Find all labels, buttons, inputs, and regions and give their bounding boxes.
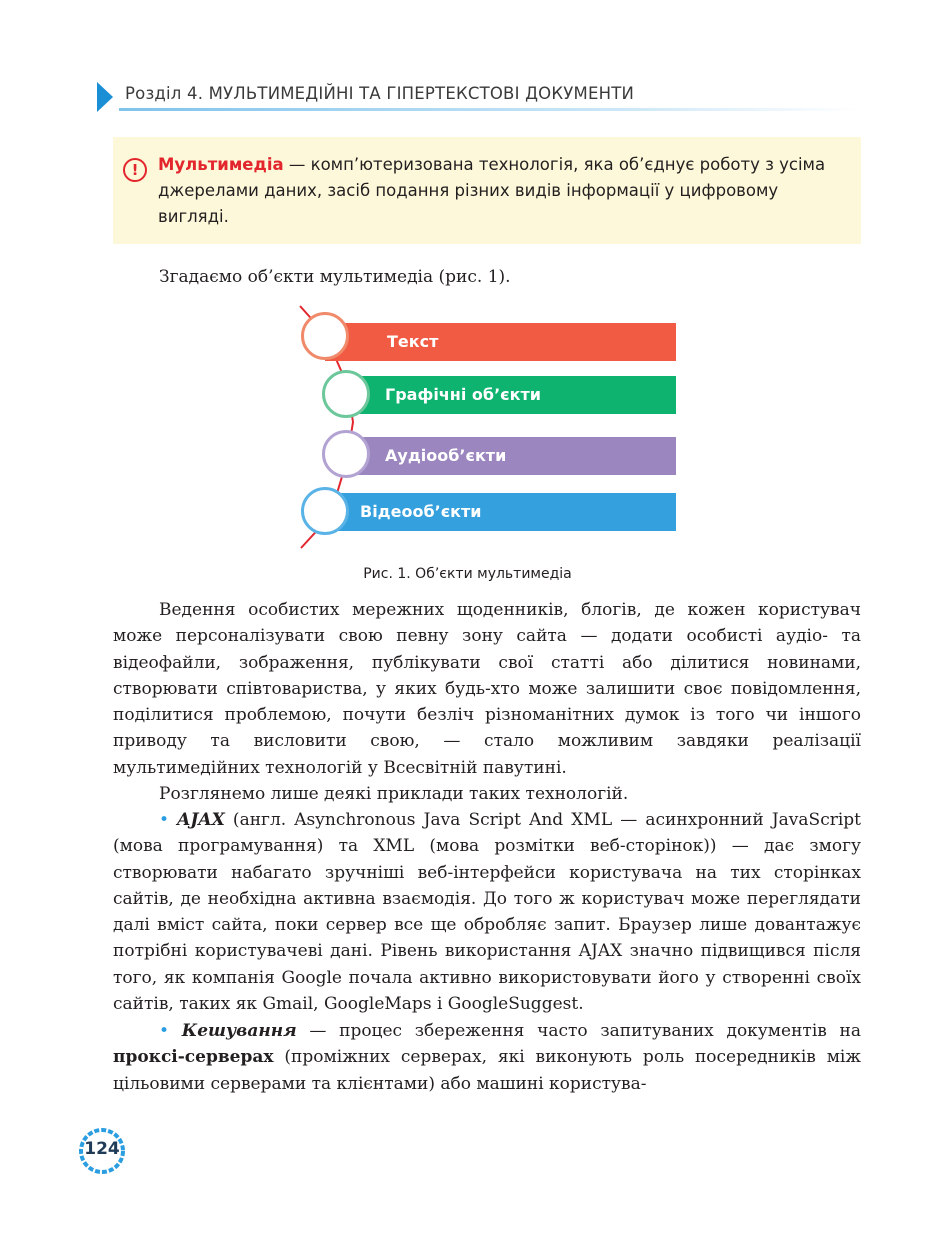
paragraph-examples: Розглянемо лише деякі приклади таких технологій.: [159, 784, 629, 804]
paragraph-ajax: [113, 807, 861, 1017]
paragraph-caching: [113, 1018, 861, 1097]
definition-box: [113, 137, 861, 244]
caching-body-b: (проміжних серверах, які виконують роль посередників між цільовими серверами та клієнтами) або машині користува-: [113, 1047, 861, 1094]
caching-body-a: — процес збереження часто запитуваних документів на: [296, 1021, 862, 1041]
term-ajax: AJAX: [177, 810, 225, 830]
definition-term: Мультимедіа: [158, 155, 284, 174]
ajax-body: (англ. Asynchronous Java Script And XML — асинхронний JavaScript (мова програмування) та XML (мова розмітки веб-сторінок)) — дає змогу створювати набагато зручніші веб-інтерфейси користувача на тих сторінках сайтів, де необхідна активна взаємодія. До того ж користувач може переглядати далі вміст сайта, поки сервер все ще обробляє запит. Браузер лише довантажує потрібні користувачеві дані. Рівень використання AJAX значно підвищився після того, як компанія Google почала активно використовувати його у створенні своїх сайтів, таких як Gmail, GoogleMaps і GoogleSuggest.: [113, 810, 861, 1015]
figure-caption: Рис. 1. Об’єкти мультимедіа: [363, 566, 572, 582]
chapter-header: [97, 78, 877, 112]
term-proxy-servers: проксі-серверах: [113, 1047, 274, 1068]
bullet-icon: •: [159, 810, 170, 830]
diagram-label-video: Відеооб’єкти: [360, 502, 482, 521]
term-caching: Кешування: [181, 1021, 297, 1041]
intro-paragraph: Згадаємо об’єкти мультимедіа (рис. 1).: [159, 267, 511, 287]
diagram-circle-video: [301, 487, 349, 535]
diagram-label-audio: Аудіооб’єкти: [385, 446, 507, 465]
diagram-bar-text: [325, 323, 676, 361]
bullet-icon: •: [159, 1021, 170, 1041]
page-number: 124: [84, 1139, 120, 1159]
diagram-label-text: Текст: [387, 332, 439, 351]
diagram-circle-audio: [322, 430, 370, 478]
section-title: МУЛЬТИМЕДІЙНІ ТА ГІПЕРТЕКСТОВІ ДОКУМЕНТИ: [208, 84, 635, 103]
diagram-bar-video: [325, 493, 676, 531]
definition-body: — комп’ютеризована технологія, яка об’єднує роботу з усіма джерелами даних, засіб подання різних видів інформації у цифровому вигляді.: [158, 155, 826, 226]
chapter-title: [125, 84, 634, 103]
diagram-label-graphics: Графічні об’єкти: [385, 385, 541, 404]
page-number-badge: [78, 1127, 126, 1175]
section-label: Розділ 4.: [125, 84, 204, 103]
definition-text: [158, 152, 848, 230]
header-rule: [119, 108, 859, 111]
exclamation-icon: !: [123, 158, 147, 182]
diagram-circle-text: [301, 312, 349, 360]
paragraph-blogs: Ведення особистих мережних щоденників, блогів, де кожен користувач може персоналізувати свою певну зону сайта — додати особисті аудіо- та відеофайли, зображення, публікувати свої статті або ділитися новинами, створювати співтовариства, у яких будь-хто може залишити своє повідомлення, поділитися проблемою, почути безліч різноманітних думок із того чи іншого приводу та висловити свою, — стало можливим завдяки реалізації мультимедійних технологій у Всесвітній павутині.: [113, 600, 861, 778]
multimedia-objects-diagram: [295, 302, 685, 552]
diagram-bar-graphics: [347, 376, 676, 414]
diagram-circle-graphics: [322, 370, 370, 418]
diagram-bar-audio: [347, 437, 676, 475]
header-triangle-icon: [97, 82, 113, 112]
